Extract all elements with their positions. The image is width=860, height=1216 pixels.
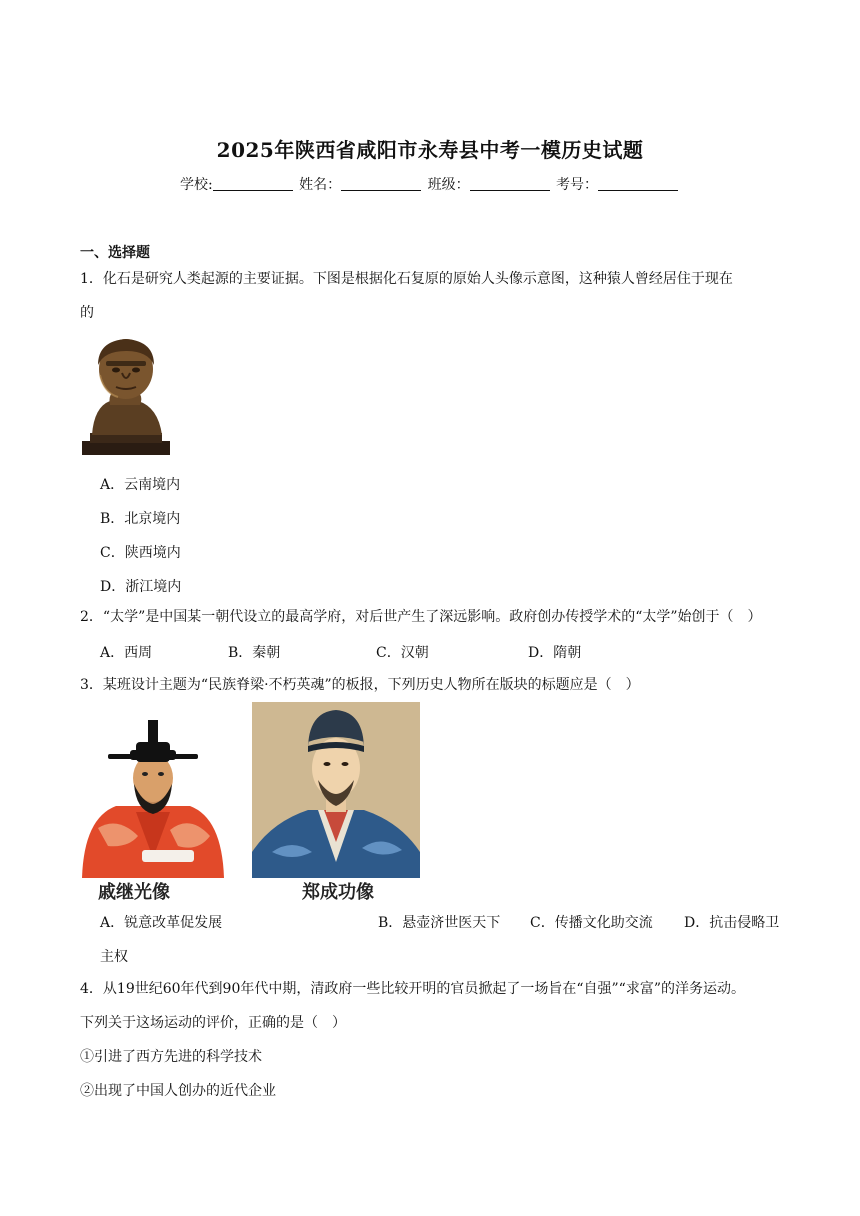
q3-option-d-continued: 主权 <box>100 949 128 965</box>
q1-option-b[interactable]: B．北京境内 <box>100 511 181 527</box>
q1-option-a[interactable]: A．云南境内 <box>100 477 181 493</box>
class-label: 班级： <box>427 177 470 193</box>
zheng-chenggong-portrait <box>252 702 420 878</box>
q2-option-b[interactable]: B．秦朝 <box>228 645 281 661</box>
section-heading: 一、选择题 <box>80 245 150 261</box>
question-3-text: 3．某班设计主题为“民族脊梁·不朽英魂”的板报，下列历史人物所在版块的标题应是（ ） <box>80 677 640 693</box>
question-4-line-1: 4．从19世纪60年代到90年代中期，清政府一些比较开明的官员掀起了一场旨在“自强”“求富”的洋务运动。 <box>80 981 745 997</box>
number-label: 考号： <box>556 177 599 193</box>
number-blank[interactable] <box>598 178 678 191</box>
q2-option-d[interactable]: D．隋朝 <box>528 645 582 661</box>
student-info-line <box>0 174 860 194</box>
q1-option-c[interactable]: C．陕西境内 <box>100 545 181 561</box>
q2-option-a[interactable]: A．西周 <box>100 645 153 661</box>
q3-option-b[interactable]: B．悬壶济世医天下 <box>378 915 501 931</box>
question-4-line-2: 下列关于这场运动的评价，正确的是（ ） <box>80 1015 346 1031</box>
q3-option-a[interactable]: A．锐意改革促发展 <box>100 915 223 931</box>
school-label: 学校: <box>179 177 213 193</box>
question-2-text: 2．“太学”是中国某一朝代设立的最高学府，对后世产生了深远影响。政府创办传授学术的“太学”始创于（ ） <box>80 609 762 625</box>
q4-item-1: ①引进了西方先进的科学技术 <box>80 1049 262 1065</box>
fossil-bust-image <box>78 335 174 457</box>
q1-option-d[interactable]: D．浙江境内 <box>100 579 182 595</box>
qi-jiguang-portrait <box>78 718 228 878</box>
exam-title: 2025年陕西省咸阳市永寿县中考一模历史试题 <box>216 138 644 162</box>
q4-item-2: ②出现了中国人创办的近代企业 <box>80 1083 276 1099</box>
name-label: 姓名： <box>299 177 342 193</box>
question-1-line-2: 的 <box>80 305 94 321</box>
school-blank[interactable] <box>213 178 293 191</box>
class-blank[interactable] <box>470 178 550 191</box>
caption-qi-jiguang: 戚继光像 <box>98 882 170 903</box>
q3-option-c[interactable]: C．传播文化助交流 <box>530 915 653 931</box>
caption-zheng-chenggong: 郑成功像 <box>302 882 374 903</box>
q3-option-d[interactable]: D．抗击侵略卫 <box>684 915 780 931</box>
name-blank[interactable] <box>341 178 421 191</box>
question-1-line-1: 1．化石是研究人类起源的主要证据。下图是根据化石复原的原始人头像示意图，这种猿人曾经居住于现在 <box>80 271 733 287</box>
q2-option-c[interactable]: C．汉朝 <box>376 645 429 661</box>
